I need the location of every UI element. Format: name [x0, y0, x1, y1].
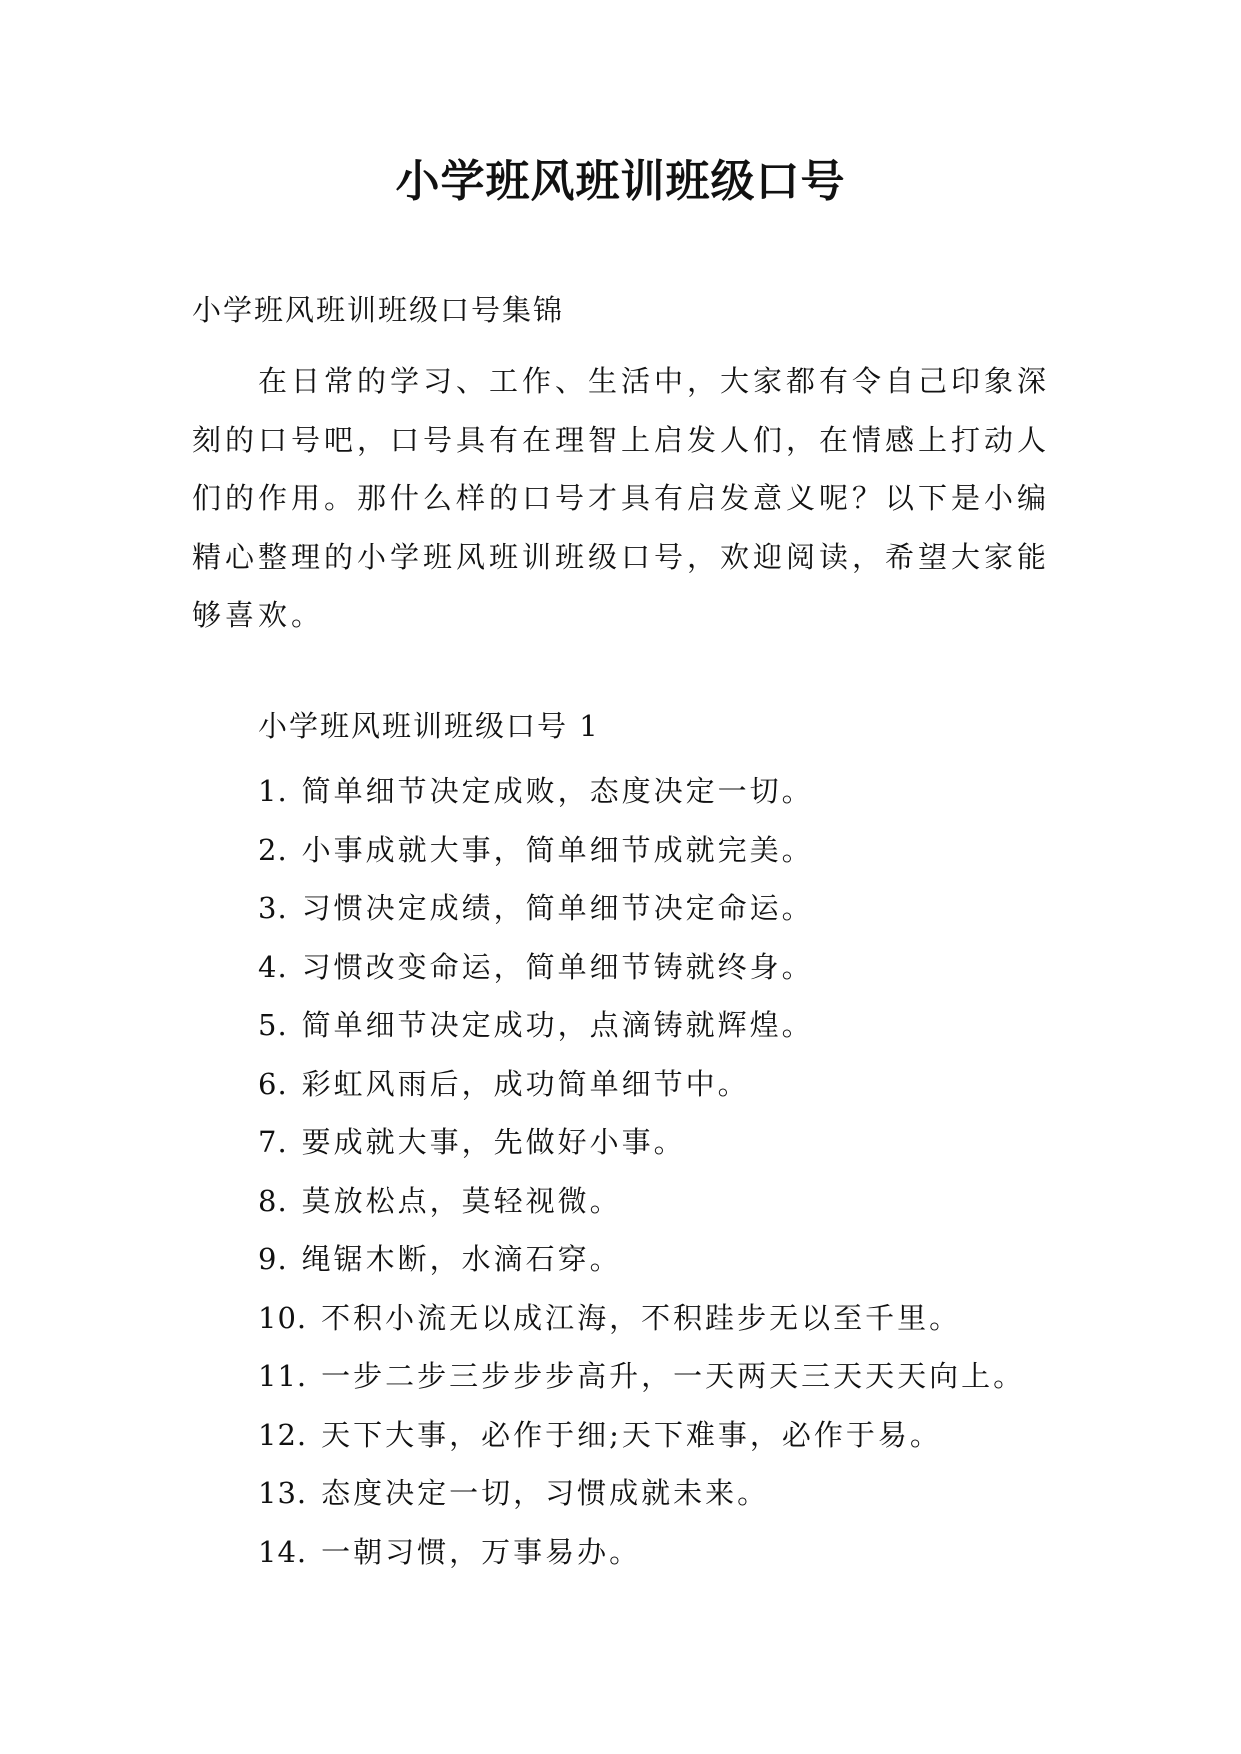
- slogan-number: 6.: [258, 1066, 288, 1101]
- slogan-list: [258, 762, 1025, 1581]
- slogan-text: 绳锯木断，水滴石穿。: [301, 1242, 622, 1276]
- slogan-text: 要成就大事，先做好小事。: [301, 1125, 686, 1159]
- slogan-item: [258, 1464, 1025, 1523]
- slogan-item: [258, 1289, 1025, 1348]
- slogan-number: 5.: [258, 1008, 288, 1042]
- slogan-text: 习惯改变命运，简单细节铸就终身。: [301, 949, 814, 984]
- slogan-text: 简单细节决定成败，态度决定一切。: [301, 774, 814, 808]
- slogan-text: 简单细节决定成功，点滴铸就辉煌。: [301, 1008, 814, 1042]
- slogan-item: [258, 1055, 1025, 1114]
- slogan-number: 1.: [258, 774, 288, 808]
- slogan-item: [258, 1172, 1025, 1231]
- slogan-item: [258, 821, 1025, 880]
- slogan-item: [258, 1113, 1025, 1172]
- slogan-number: 2.: [258, 832, 288, 867]
- slogan-text: 一朝习惯，万事易办。: [321, 1534, 642, 1569]
- slogan-text: 彩虹风雨后，成功简单细节中。: [301, 1066, 750, 1101]
- slogan-item: [258, 1347, 1025, 1406]
- slogan-item: [258, 1230, 1025, 1289]
- slogan-text: 习惯决定成绩，简单细节决定命运。: [301, 891, 814, 925]
- slogan-text: 天下大事，必作于细;天下难事，必作于易。: [321, 1417, 942, 1452]
- slogan-item: [258, 1406, 1025, 1465]
- slogan-item: [258, 762, 1025, 821]
- slogan-number: 10.: [258, 1300, 308, 1335]
- document-subtitle: 小学班风班训班级口号集锦: [192, 293, 565, 327]
- section-heading: 小学班风班训班级口号 1: [258, 709, 600, 743]
- slogan-number: 7.: [258, 1125, 288, 1159]
- slogan-item: [258, 879, 1025, 938]
- slogan-text: 小事成就大事，简单细节成就完美。: [301, 832, 814, 867]
- slogan-text: 不积小流无以成江海，不积跬步无以至千里。: [321, 1300, 962, 1335]
- slogan-number: 4.: [258, 949, 288, 984]
- slogan-number: 12.: [258, 1417, 308, 1452]
- slogan-item: [258, 938, 1025, 997]
- document-title: 小学班风班训班级口号: [395, 156, 846, 207]
- slogan-item: [258, 1523, 1025, 1582]
- slogan-number: 8.: [258, 1183, 288, 1218]
- slogan-number: 11.: [258, 1359, 308, 1393]
- slogan-number: 3.: [258, 891, 288, 925]
- slogan-item: [258, 996, 1025, 1055]
- intro-paragraph: 在日常的学习、工作、生活中，大家都有令自己印象深刻的口号吧，口号具有在理智上启发人们，在情感上打动人们的作用。那什么样的口号才具有启发意义呢？以下是小编精心整理的小学班风班训班级口号，欢迎阅读，希望大家能够喜欢。: [192, 364, 1051, 632]
- slogan-number: 13.: [258, 1476, 308, 1510]
- slogan-text: 一步二步三步步步高升，一天两天三天天天向上。: [321, 1359, 1026, 1393]
- slogan-number: 9.: [258, 1242, 288, 1276]
- slogan-text: 莫放松点，莫轻视微。: [301, 1183, 622, 1218]
- slogan-number: 14.: [258, 1534, 308, 1569]
- slogan-text: 态度决定一切，习惯成就未来。: [321, 1476, 770, 1510]
